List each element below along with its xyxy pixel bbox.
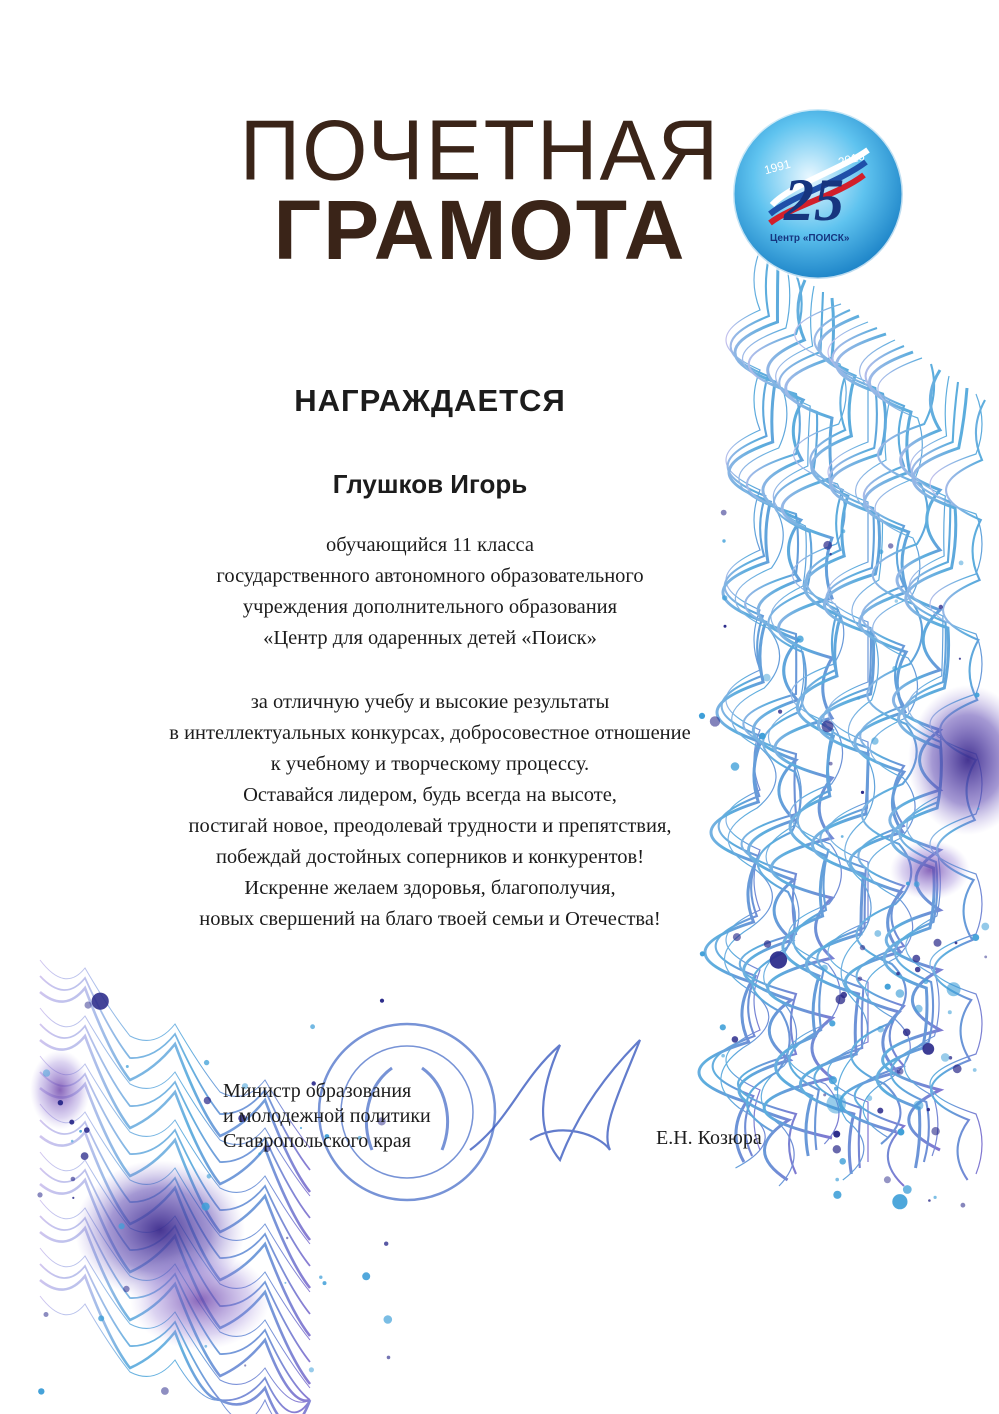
ink-splatter-dot — [85, 1002, 92, 1009]
ink-splatter-dot — [877, 1108, 883, 1114]
ink-splatter-dot — [384, 1242, 388, 1246]
ink-splatter-dot — [903, 1185, 912, 1194]
ink-splatter-dot — [795, 515, 797, 517]
position-line: Министр образования — [223, 1080, 412, 1102]
ink-splatter-dot — [202, 1203, 210, 1211]
ink-splatter-dot — [871, 737, 878, 744]
ink-splatter-dot — [941, 1053, 950, 1062]
ink-splatter-dot — [43, 1069, 50, 1076]
wish-line: новых свершений на благо твоей семьи и Отечества! — [199, 908, 661, 930]
ink-splatter-dot — [823, 1093, 826, 1096]
ink-splatter-dot — [972, 934, 979, 941]
ink-splatter-dot — [915, 967, 921, 973]
ink-splatter-dot — [319, 1276, 322, 1279]
ink-splatter-dot — [71, 1177, 76, 1182]
ink-splatter-dot — [37, 1192, 42, 1197]
ink-splatter-dot — [72, 1197, 74, 1199]
signatory-name: Е.Н. Козюра — [656, 1127, 762, 1149]
position-line: и молодежной политики — [223, 1105, 431, 1127]
ink-splatter-dot — [923, 979, 928, 984]
ink-splatter-dot — [839, 1158, 846, 1165]
signatory-position — [223, 1079, 431, 1154]
ink-splatter-dot — [362, 1272, 370, 1280]
ink-splatter-dot — [915, 1005, 923, 1013]
ink-splatter-dot — [934, 939, 942, 947]
ink-splatter-dot — [310, 1024, 315, 1029]
logo-number: 25 — [784, 167, 844, 233]
logo-start-year: 1991 — [762, 156, 793, 178]
ink-splatter-dot — [914, 1101, 924, 1111]
ink-splatter-dot — [827, 1094, 847, 1114]
ink-splatter-dot — [959, 658, 961, 660]
ink-splatter-dot — [879, 549, 884, 554]
logo-caption: Центр «ПОИСК» — [770, 233, 850, 244]
wish-line: постигай новое, преодолевай трудности и препятствия, — [188, 815, 672, 837]
wish-line: побеждай достойных соперников и конкурентов! — [215, 846, 645, 868]
ink-splatter-dot — [841, 835, 844, 838]
ink-splatter-dot — [207, 1174, 212, 1179]
ink-splatter-dot — [834, 1087, 838, 1091]
ink-splatter-dot — [953, 1064, 962, 1073]
ink-splatter-dot — [829, 762, 833, 766]
ink-splatter-dot — [323, 1281, 327, 1285]
ink-splatter-dot — [934, 1196, 937, 1199]
ink-splatter-dot — [890, 1020, 894, 1024]
ink-splatter-dot — [69, 1120, 74, 1125]
ink-splatter-dot — [823, 541, 832, 550]
ink-splatter-dot — [778, 710, 782, 714]
awarded-label: НАГРАЖДАЕТСЯ — [294, 383, 566, 418]
ink-splatter-dot — [759, 733, 766, 740]
award-reason-and-wishes — [100, 687, 760, 935]
ink-splatter-dot — [204, 1345, 207, 1348]
ink-splatter-dot — [912, 955, 920, 963]
ink-splatter-dot — [977, 808, 979, 810]
ink-splatter-dot — [58, 1100, 63, 1105]
ink-splatter-dot — [126, 1065, 129, 1068]
ink-splatter-dot — [892, 666, 897, 671]
wish-line: Оставайся лидером, будь всегда на высоте, — [243, 784, 617, 806]
ink-splatter-dot — [721, 1054, 725, 1058]
ink-splatter-dot — [309, 1367, 314, 1372]
ink-splatter-dot — [874, 930, 881, 937]
ink-splatter-dot — [984, 956, 987, 959]
ink-splatter-dot — [829, 553, 831, 555]
recipient-name: Глушков Игорь — [332, 469, 528, 499]
description-line: государственного автономного образовательного — [216, 565, 644, 587]
ink-splatter-dot — [897, 1129, 904, 1136]
ink-splatter-dot — [892, 1194, 907, 1209]
description-line: «Центр для одаренных детей «Поиск» — [263, 627, 597, 649]
ink-splatter-dot — [244, 1364, 246, 1366]
recipient-description — [100, 530, 760, 654]
ink-splatter-dot — [833, 1131, 840, 1138]
ink-splatter-dot — [71, 1140, 74, 1143]
ink-splatter-dot — [770, 951, 787, 968]
ink-splatter-dot — [888, 543, 893, 548]
wish-line: к учебному и творческому процессу. — [270, 753, 590, 775]
ink-splatter-dot — [896, 989, 905, 998]
ink-splatter-dot — [885, 984, 891, 990]
ink-splatter-dot — [98, 1315, 104, 1321]
ink-splatter-dot — [866, 1095, 872, 1101]
ink-splatter-dot — [896, 972, 900, 976]
ink-splatter-dot — [948, 1010, 952, 1014]
ink-splatter-dot — [119, 1223, 125, 1229]
ink-splatter-dot — [841, 529, 845, 533]
ink-splatter-dot — [835, 1178, 839, 1182]
ink-splatter-dot — [833, 1191, 841, 1199]
ink-splatter-dot — [857, 697, 860, 700]
ink-splatter-dot — [721, 510, 727, 516]
ink-splatter-dot — [955, 942, 958, 945]
signature — [470, 1040, 640, 1160]
position-line: Ставропольского края — [223, 1130, 411, 1152]
ink-splatter-dot — [884, 1176, 891, 1183]
ink-splatter-dot — [764, 940, 771, 947]
ink-splatter-dot — [961, 1203, 966, 1208]
certificate-title-line1: ПОЧЕТНАЯ — [239, 102, 721, 198]
ink-splatter-dot — [44, 1312, 49, 1317]
ink-splatter-dot — [895, 599, 898, 602]
ink-splatter-dot — [380, 999, 384, 1003]
ink-splatter-dot — [959, 561, 964, 566]
ink-splatter-dot — [700, 951, 705, 956]
ink-splatter-dot — [387, 1356, 391, 1360]
ink-splatter-dot — [821, 965, 828, 972]
ink-splatter-dot — [284, 1282, 286, 1284]
ink-splatter-dot — [877, 1026, 884, 1033]
wish-line: в интеллектуальных конкурсах, добросовестное отношение — [169, 722, 691, 744]
wish-line: Искренне желаем здоровья, благополучия, — [244, 877, 616, 899]
description-line: учреждения дополнительного образования — [242, 596, 618, 618]
ink-splatter-dot — [161, 1387, 169, 1395]
ink-splatter-dot — [204, 1097, 211, 1104]
ink-splatter-dot — [38, 1388, 44, 1394]
description-line: обучающийся 11 класса — [326, 534, 534, 556]
ink-splatter-dot — [858, 977, 863, 982]
ink-splatter-dot — [763, 674, 771, 682]
ink-splatter-dot — [947, 982, 961, 996]
ink-splatter-dot — [897, 1068, 904, 1075]
ink-splatter-dot — [84, 1127, 90, 1133]
ink-splatter-dot — [939, 605, 943, 609]
ink-splatter-dot — [906, 882, 910, 886]
ink-splatter-dot — [833, 1145, 841, 1153]
ink-splatter-dot — [81, 1152, 89, 1160]
ink-splatter-dot — [822, 720, 834, 732]
ink-splatter-dot — [903, 1029, 911, 1037]
ink-splatter-dot — [720, 1024, 726, 1030]
ink-splatter-dot — [841, 992, 847, 998]
ink-splatter-dot — [92, 993, 109, 1010]
ink-splatter-dot — [914, 881, 920, 887]
ink-splatter-dot — [732, 1036, 739, 1043]
ink-splatter-dot — [384, 1315, 393, 1324]
logo-end-year: 2016 — [836, 148, 867, 170]
ink-splatter-dot — [204, 1060, 209, 1065]
ink-splatter-dot — [928, 1199, 931, 1202]
ink-splatter-dot — [931, 1127, 939, 1135]
ink-splatter-dot — [981, 923, 989, 931]
ink-splatter-dot — [861, 791, 864, 794]
ink-splatter-dot — [975, 693, 980, 698]
ink-splatter-dot — [797, 636, 804, 643]
ink-splatter-dot — [79, 1130, 82, 1133]
ink-splatter-dot — [286, 1237, 288, 1239]
ink-splatter-dot — [123, 1286, 129, 1292]
certificate-title-line2: ГРАМОТА — [273, 183, 687, 277]
ink-splatter-dot — [973, 1068, 977, 1072]
ink-splatter-dot — [860, 945, 865, 950]
ink-splatter-dot — [829, 1076, 837, 1084]
wish-line: за отличную учебу и высокие результаты — [250, 691, 610, 713]
ink-splatter-dot — [829, 1020, 835, 1026]
ink-splatter-dot — [927, 1108, 930, 1111]
ink-splatter-dot — [922, 1043, 934, 1055]
